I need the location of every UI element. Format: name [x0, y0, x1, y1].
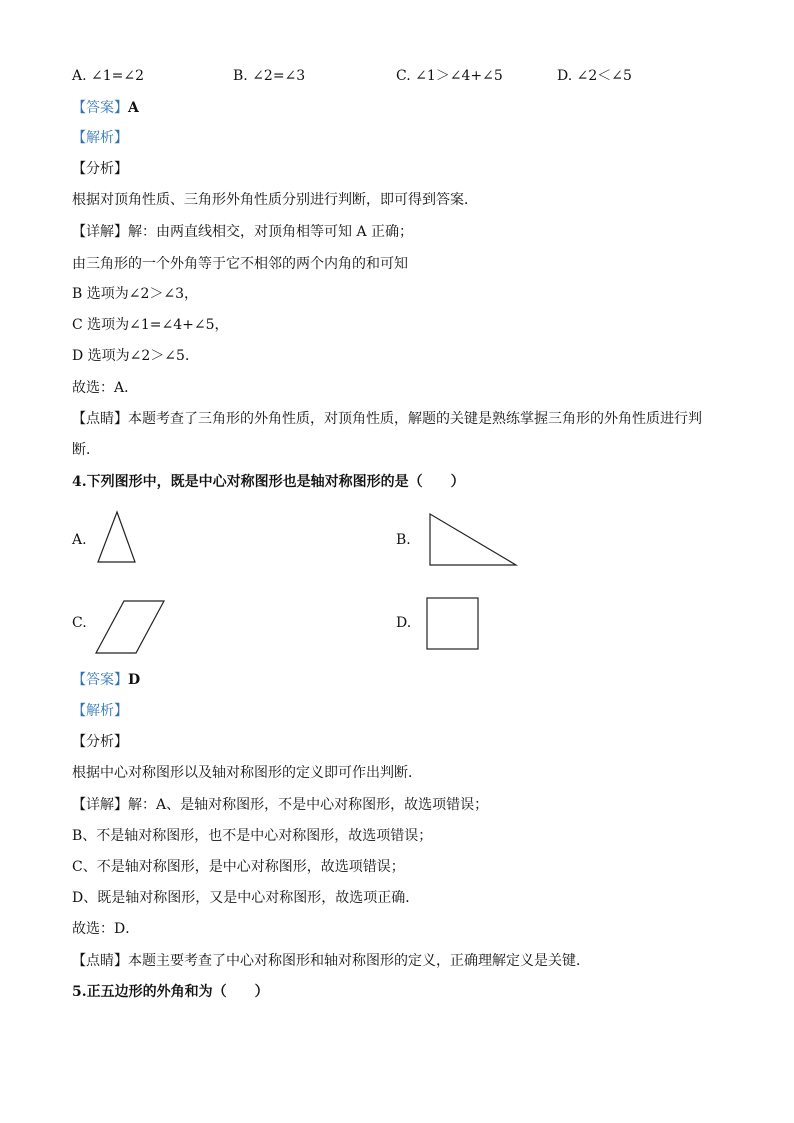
triangle-icon	[96, 510, 140, 566]
detail-text: 解：由两直线相交，对顶角相等可知 A 正确；	[128, 224, 414, 240]
detail-tag: 【详解】	[72, 224, 128, 240]
q4-detail-line2: B、不是轴对称图形，也不是中心对称图形，故选项错误；	[72, 828, 433, 844]
q4-choice: 故选：D．	[72, 921, 140, 937]
comment-text: 本题主要考查了中心对称图形和轴对称图形的定义，正确理解定义是关键．	[128, 953, 590, 969]
q4-comment	[72, 951, 590, 971]
q3-fenxi-text: 根据对顶角性质、三角形外角性质分别进行判断，即可得到答案．	[72, 192, 478, 208]
answer-tag: 【答案】	[72, 672, 128, 688]
comment-tag: 【点睛】	[72, 411, 128, 427]
q3-comment-line1	[72, 409, 702, 429]
q3-option-b: B. ∠2=∠3	[233, 68, 306, 84]
q4-option-a-label: A.	[72, 532, 87, 548]
q3-option-a: A. ∠1=∠2	[72, 68, 145, 84]
q3-detail-line3: B 选项为∠2＞∠3，	[72, 286, 199, 302]
right-triangle-icon	[428, 512, 520, 568]
q3-answer	[72, 98, 139, 118]
q4-option-c-label: C.	[72, 615, 87, 631]
answer-tag: 【答案】	[72, 100, 128, 116]
q4-option-b-label: B.	[396, 532, 411, 548]
q4-answer	[72, 670, 140, 690]
q3-detail-line5: D 选项为∠2＞∠5．	[72, 348, 199, 364]
square-icon	[425, 596, 481, 652]
comment-tag: 【点睛】	[72, 953, 128, 969]
q3-comment-line2: 断．	[72, 442, 100, 458]
q3-choice: 故选：A．	[72, 380, 139, 396]
q4-detail-line3: C、不是轴对称图形，是中心对称图形，故选项错误；	[72, 859, 405, 875]
q3-option-c: C. ∠1＞∠4+∠5	[396, 68, 503, 84]
q4-fenxi-tag: 【分析】	[72, 734, 128, 750]
q4-detail-line1	[72, 795, 488, 815]
q4-analysis-tag: 【解析】	[72, 703, 128, 719]
q3-option-d: D. ∠2＜∠5	[557, 68, 632, 84]
detail-tag: 【详解】	[72, 797, 128, 813]
q3-detail-line1	[72, 222, 413, 242]
answer-value: A	[128, 100, 139, 116]
q3-analysis-tag: 【解析】	[72, 130, 128, 146]
comment-text: 本题考查了三角形的外角性质，对顶角性质，解题的关键是熟练掌握三角形的外角性质进行判	[128, 411, 702, 427]
q4-fenxi-text: 根据中心对称图形以及轴对称图形的定义即可作出判断．	[72, 765, 422, 781]
parallelogram-icon	[94, 599, 168, 657]
answer-value: D	[128, 672, 141, 688]
q4-option-d-label: D.	[396, 615, 412, 631]
q4-stem: 4.下列图形中，既是中心对称图形也是轴对称图形的是（ ）	[72, 474, 465, 490]
detail-text: 解：A、是轴对称图形，不是中心对称图形，故选项错误；	[128, 797, 489, 813]
q4-detail-line4: D、既是轴对称图形，又是中心对称图形，故选项正确．	[72, 890, 420, 906]
q5-stem: 5.正五边形的外角和为（ ）	[72, 984, 269, 1000]
q3-detail-line2: 由三角形的一个外角等于它不相邻的两个内角的和可知	[72, 256, 408, 272]
q3-detail-line4: C 选项为∠1=∠4+∠5，	[72, 317, 229, 333]
q3-fenxi-tag: 【分析】	[72, 161, 128, 177]
